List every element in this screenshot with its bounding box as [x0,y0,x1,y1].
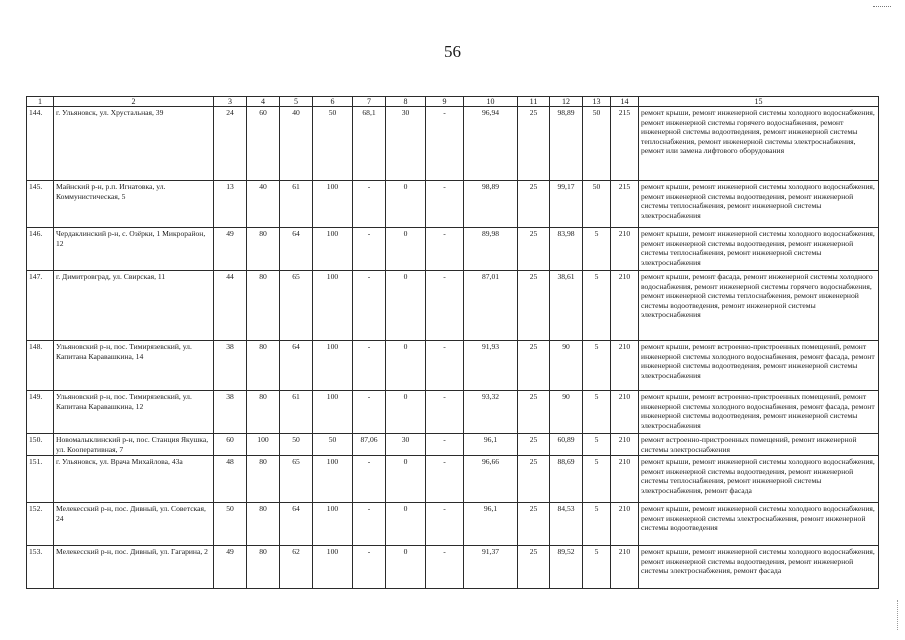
col-14-value: 210 [611,228,639,271]
column-header-3: 3 [214,97,247,107]
col-4-value: 60 [247,107,280,181]
col-13-value: 5 [583,341,611,391]
row-number: 150. [27,434,54,456]
col-8-value: 0 [386,271,426,341]
col-5-value: 40 [280,107,313,181]
col-4-value: 40 [247,181,280,228]
col-11-value: 25 [518,391,550,434]
col-14-value: 215 [611,181,639,228]
repair-works: ремонт крыши, ремонт встроенно-пристроенных помещений, ремонт инженерной системы холодного водоснабжения, ремонт фасада, ремонт инженерной системы водоотведения, ремонт инженерной системы электроснабжения [639,391,879,434]
row-number: 148. [27,341,54,391]
col-8-value: 0 [386,391,426,434]
table-row [27,456,879,503]
col-4-value: 100 [247,434,280,456]
col-7-value: - [353,391,386,434]
column-header-10: 10 [464,97,518,107]
repair-works: ремонт крыши, ремонт инженерной системы холодного водоснабжения, ремонт инженерной системы электроснабжения, ремонт инженерной системы водоотведения [639,503,879,546]
col-6-value: 100 [313,456,353,503]
column-header-2: 2 [54,97,214,107]
col-13-value: 50 [583,107,611,181]
col-4-value: 80 [247,456,280,503]
col-10-value: 93,32 [464,391,518,434]
col-7-value: - [353,546,386,589]
col-9-value: - [426,271,464,341]
col-6-value: 50 [313,107,353,181]
row-number: 146. [27,228,54,271]
col-13-value: 5 [583,456,611,503]
col-9-value: - [426,341,464,391]
object-address: Ульяновский р-н, пос. Тимирязевский, ул. Капитана Каравашкина, 12 [54,391,214,434]
column-header-8: 8 [386,97,426,107]
col-13-value: 5 [583,434,611,456]
table-row [27,181,879,228]
column-header-1: 1 [27,97,54,107]
col-12-value: 60,89 [550,434,583,456]
scan-corner-mark [873,6,891,8]
col-5-value: 65 [280,456,313,503]
col-13-value: 5 [583,271,611,341]
col-8-value: 0 [386,456,426,503]
object-address: г. Димитровград, ул. Свирская, 11 [54,271,214,341]
row-number: 149. [27,391,54,434]
col-13-value: 5 [583,546,611,589]
col-13-value: 5 [583,391,611,434]
scan-edge-mark [897,600,899,630]
col-3-value: 50 [214,503,247,546]
col-8-value: 0 [386,503,426,546]
column-header-14: 14 [611,97,639,107]
col-5-value: 50 [280,434,313,456]
col-14-value: 210 [611,434,639,456]
col-10-value: 91,37 [464,546,518,589]
column-header-15: 15 [639,97,879,107]
col-9-value: - [426,391,464,434]
col-6-value: 100 [313,391,353,434]
table-row [27,228,879,271]
column-number-row [27,97,879,107]
col-4-value: 80 [247,341,280,391]
col-14-value: 210 [611,391,639,434]
table-row [27,271,879,341]
col-11-value: 25 [518,107,550,181]
col-11-value: 25 [518,546,550,589]
col-12-value: 83,98 [550,228,583,271]
col-5-value: 64 [280,228,313,271]
col-9-value: - [426,546,464,589]
object-address: Мелекесский р-н, пос. Дивный, ул. Советская, 24 [54,503,214,546]
object-address: г. Ульяновск, ул. Хрустальная, 39 [54,107,214,181]
col-14-value: 215 [611,107,639,181]
col-9-value: - [426,434,464,456]
col-13-value: 5 [583,503,611,546]
table-row [27,434,879,456]
column-header-7: 7 [353,97,386,107]
col-11-value: 25 [518,271,550,341]
col-3-value: 38 [214,391,247,434]
col-5-value: 64 [280,341,313,391]
col-3-value: 49 [214,546,247,589]
col-4-value: 80 [247,503,280,546]
object-address: Майнский р-н, р.п. Игнатовка, ул. Коммунистическая, 5 [54,181,214,228]
col-12-value: 38,61 [550,271,583,341]
col-6-value: 100 [313,228,353,271]
col-11-value: 25 [518,503,550,546]
col-8-value: 0 [386,228,426,271]
col-10-value: 87,01 [464,271,518,341]
table-row [27,391,879,434]
table-row [27,546,879,589]
column-header-12: 12 [550,97,583,107]
table-row [27,503,879,546]
col-6-value: 100 [313,503,353,546]
object-address: Ульяновский р-н, пос. Тимирязевский, ул. Капитана Каравашкина, 14 [54,341,214,391]
col-10-value: 96,66 [464,456,518,503]
col-4-value: 80 [247,546,280,589]
row-number: 144. [27,107,54,181]
repair-works: ремонт крыши, ремонт инженерной системы холодного водоснабжения, ремонт инженерной системы водоотведения, ремонт инженерной системы теплоснабжения, ремонт инженерной системы электроснабжения, ремонт фасада [639,456,879,503]
col-6-value: 50 [313,434,353,456]
object-address: г. Ульяновск, ул. Врача Михайлова, 43а [54,456,214,503]
col-4-value: 80 [247,228,280,271]
col-8-value: 0 [386,181,426,228]
table-row [27,341,879,391]
col-8-value: 30 [386,107,426,181]
col-10-value: 96,1 [464,503,518,546]
col-12-value: 90 [550,391,583,434]
repair-works: ремонт крыши, ремонт инженерной системы холодного водоснабжения, ремонт инженерной системы горячего водоснабжения, ремонт инженерной системы водоотведения, ремонт инженерной системы теплоснабжения, ремонт инженерной системы электроснабжения, ремонт или замена лифтового оборудования [639,107,879,181]
col-3-value: 24 [214,107,247,181]
col-14-value: 210 [611,546,639,589]
col-7-value: 87,06 [353,434,386,456]
col-6-value: 100 [313,546,353,589]
col-11-value: 25 [518,181,550,228]
repair-works: ремонт крыши, ремонт встроенно-пристроенных помещений, ремонт инженерной системы холодного водоснабжения, ремонт фасада, ремонт инженерной системы водоотведения, ремонт инженерной системы электроснабжения [639,341,879,391]
col-10-value: 91,93 [464,341,518,391]
col-10-value: 96,94 [464,107,518,181]
col-5-value: 65 [280,271,313,341]
col-3-value: 44 [214,271,247,341]
column-header-6: 6 [313,97,353,107]
repair-works: ремонт крыши, ремонт инженерной системы холодного водоснабжения, ремонт инженерной системы водоотведения, ремонт инженерной системы теплоснабжения, ремонт инженерной системы электроснабжения [639,181,879,228]
object-address: Мелекесский р-н, пос. Дивный, ул. Гагарина, 2 [54,546,214,589]
col-5-value: 64 [280,503,313,546]
repair-works: ремонт крыши, ремонт инженерной системы холодного водоснабжения, ремонт инженерной системы водоотведения, ремонт инженерной системы электроснабжения, ремонт фасада [639,546,879,589]
col-7-value: - [353,341,386,391]
col-8-value: 30 [386,434,426,456]
page-number: 56 [444,42,461,61]
col-6-value: 100 [313,181,353,228]
col-12-value: 99,17 [550,181,583,228]
row-number: 147. [27,271,54,341]
column-header-11: 11 [518,97,550,107]
col-5-value: 62 [280,546,313,589]
col-6-value: 100 [313,271,353,341]
col-13-value: 50 [583,181,611,228]
col-14-value: 210 [611,503,639,546]
col-7-value: 68,1 [353,107,386,181]
col-12-value: 84,53 [550,503,583,546]
col-4-value: 80 [247,271,280,341]
col-3-value: 48 [214,456,247,503]
col-11-value: 25 [518,228,550,271]
col-10-value: 96,1 [464,434,518,456]
column-header-4: 4 [247,97,280,107]
row-number: 145. [27,181,54,228]
col-9-value: - [426,503,464,546]
col-7-value: - [353,228,386,271]
col-3-value: 49 [214,228,247,271]
column-header-9: 9 [426,97,464,107]
col-8-value: 0 [386,341,426,391]
repair-works: ремонт встроенно-пристроенных помещений, ремонт инженерной системы электроснабжения [639,434,879,456]
column-header-13: 13 [583,97,611,107]
col-11-value: 25 [518,434,550,456]
col-10-value: 98,89 [464,181,518,228]
col-7-value: - [353,456,386,503]
col-3-value: 13 [214,181,247,228]
col-4-value: 80 [247,391,280,434]
object-address: Чердаклинский р-н, с. Озёрки, 1 Микрорайон, 12 [54,228,214,271]
col-7-value: - [353,271,386,341]
col-9-value: - [426,107,464,181]
table-row [27,107,879,181]
col-10-value: 89,98 [464,228,518,271]
row-number: 152. [27,503,54,546]
col-9-value: - [426,228,464,271]
repair-registry-table [26,96,879,589]
row-number: 153. [27,546,54,589]
col-7-value: - [353,181,386,228]
col-5-value: 61 [280,391,313,434]
col-3-value: 38 [214,341,247,391]
row-number: 151. [27,456,54,503]
col-11-value: 25 [518,341,550,391]
col-11-value: 25 [518,456,550,503]
table-body [27,107,879,589]
repair-works: ремонт крыши, ремонт фасада, ремонт инженерной системы холодного водоснабжения, ремонт инженерной системы горячего водоснабжения, ремонт инженерной системы теплоснабжения, ремонт инженерной системы водоотведения, ремонт инженерной системы электроснабжения [639,271,879,341]
col-12-value: 88,69 [550,456,583,503]
repair-works: ремонт крыши, ремонт инженерной системы холодного водоснабжения, ремонт инженерной системы водоотведения, ремонт инженерной системы теплоснабжения, ремонт инженерной системы электроснабжения [639,228,879,271]
object-address: Новомалыклинский р-н, пос. Станция Якушка, ул. Кооперативная, 7 [54,434,214,456]
col-9-value: - [426,181,464,228]
col-12-value: 90 [550,341,583,391]
col-12-value: 98,89 [550,107,583,181]
col-5-value: 61 [280,181,313,228]
col-12-value: 89,52 [550,546,583,589]
col-9-value: - [426,456,464,503]
column-header-5: 5 [280,97,313,107]
col-6-value: 100 [313,341,353,391]
col-13-value: 5 [583,228,611,271]
col-14-value: 210 [611,271,639,341]
col-14-value: 210 [611,341,639,391]
col-3-value: 60 [214,434,247,456]
col-7-value: - [353,503,386,546]
col-8-value: 0 [386,546,426,589]
col-14-value: 210 [611,456,639,503]
